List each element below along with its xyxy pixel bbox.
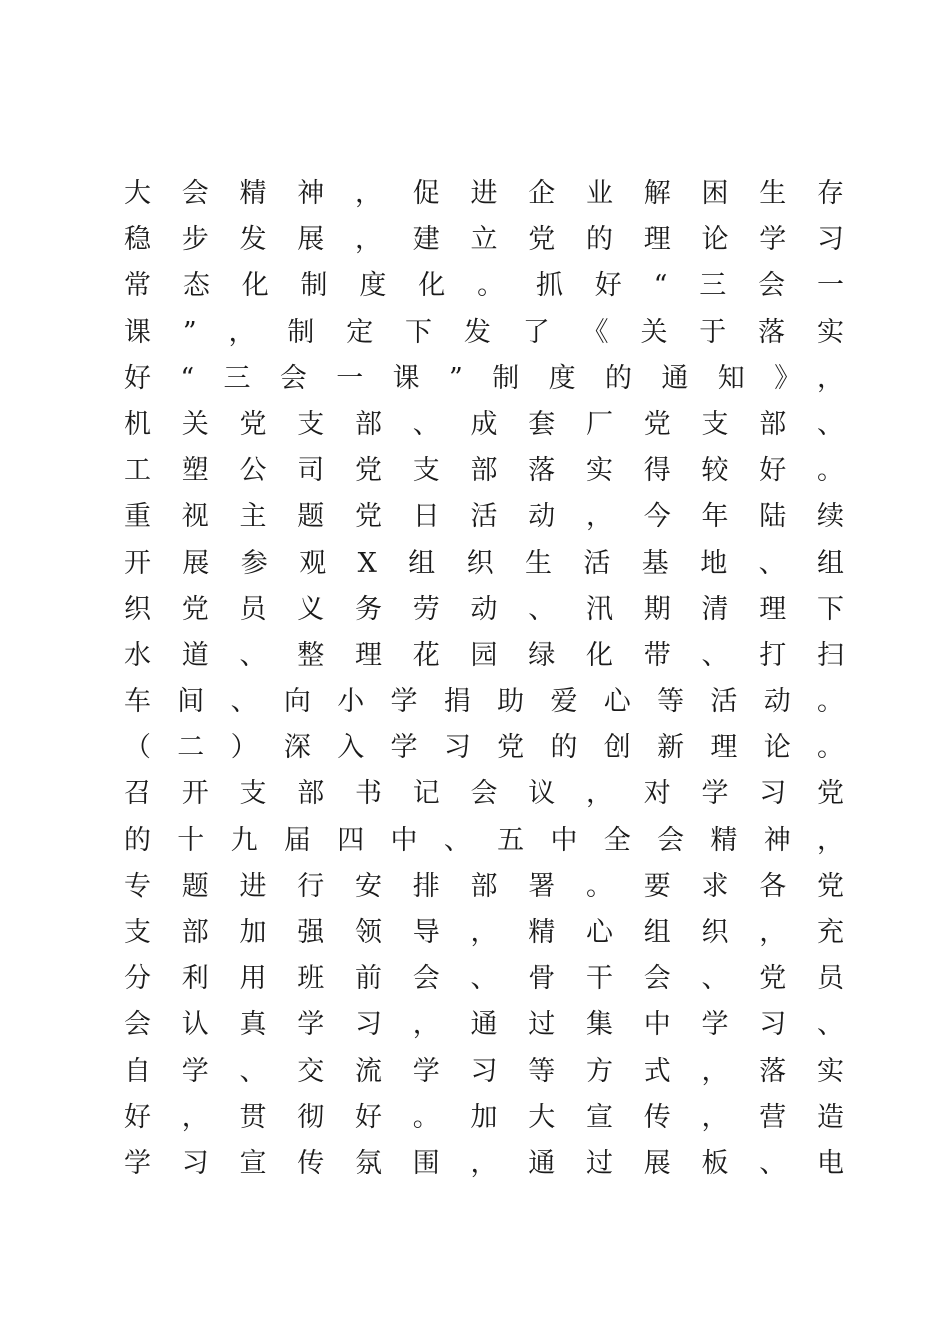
- text-line-7: 工塑公司党支部落实得较好。: [124, 455, 844, 487]
- text-line-12: 车间、向小学捐助爱心等活动。: [124, 686, 844, 718]
- text-line-10: 织党员义务劳动、汛期清理下: [124, 593, 844, 625]
- text-line-6: 机关党支部、成套厂党支部、: [124, 408, 844, 440]
- text-line-9: 开展参观X组织生活基地、组: [124, 547, 844, 579]
- text-line-8: 重视主题党日活动，今年陆续: [124, 501, 844, 533]
- text-line-1: 大会精神，促进企业解困生存: [124, 178, 844, 209]
- text-line-16: 专题进行安排部署。要求各党: [124, 870, 844, 902]
- text-line-13: （二）深入学习党的创新理论。: [124, 732, 844, 764]
- text-line-20: 自学、交流学习等方式，落实: [124, 1055, 844, 1087]
- text-line-3: 常态化制度化。抓好“三会一: [124, 270, 844, 302]
- text-line-18: 分利用班前会、骨干会、党员: [124, 963, 844, 995]
- text-line-17: 支部加强领导，精心组织，充: [124, 917, 844, 948]
- text-line-11: 水道、整理花园绿化带、打扫: [124, 639, 844, 671]
- text-line-22: 学习宣传氛围，通过展板、电: [124, 1147, 844, 1179]
- body-text: [124, 171, 844, 1187]
- text-line-2: 稳步发展，建立党的理论学习: [124, 224, 844, 256]
- text-line-14: 召开支部书记会议，对学习党: [124, 778, 844, 810]
- text-line-21: 好，贯彻好。加大宣传，营造: [124, 1101, 844, 1133]
- text-line-4: 课”，制定下发了《关于落实: [124, 316, 844, 348]
- text-line-15: 的十九届四中、五中全会精神，: [124, 824, 844, 856]
- text-line-5: 好“三会一课”制度的通知》，: [124, 362, 844, 394]
- text-line-19: 会认真学习，通过集中学习、: [124, 1009, 844, 1041]
